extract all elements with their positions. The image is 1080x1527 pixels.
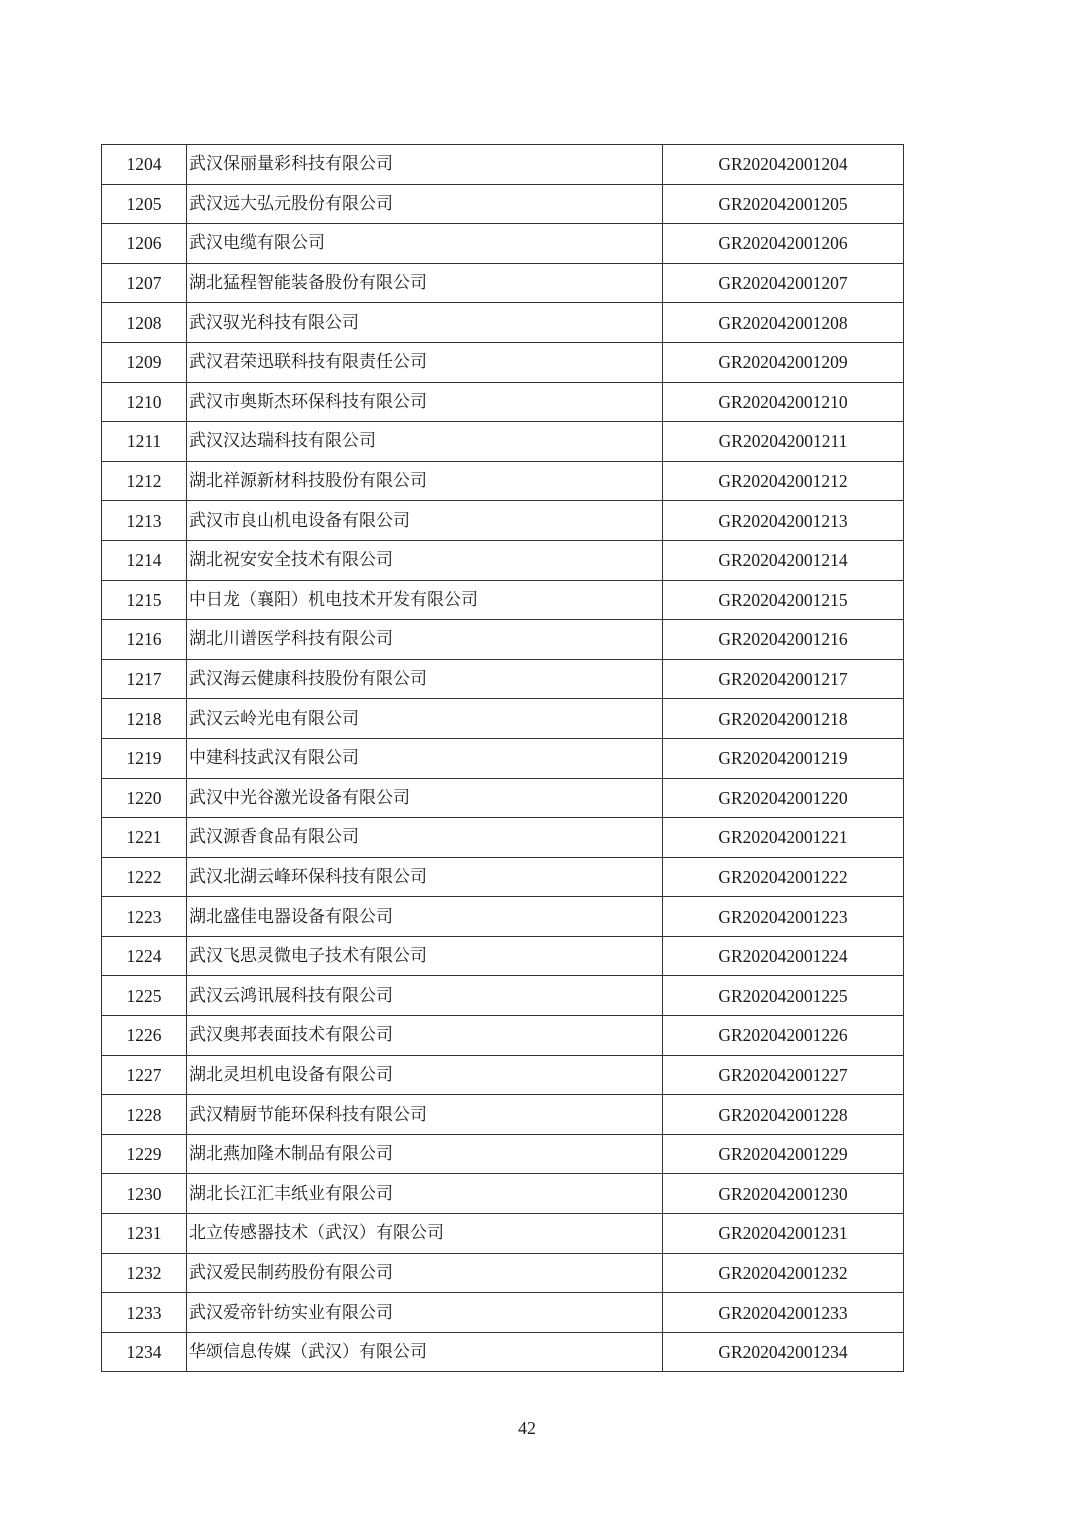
row-number: 1228 <box>102 1095 187 1135</box>
table-row <box>102 422 904 462</box>
certificate-code: GR202042001205 <box>663 184 904 224</box>
certificate-code: GR202042001233 <box>663 1293 904 1333</box>
table-row <box>102 342 904 382</box>
row-number: 1207 <box>102 263 187 303</box>
table-row <box>102 461 904 501</box>
row-number: 1210 <box>102 382 187 422</box>
company-table <box>101 144 904 1372</box>
table-row <box>102 1214 904 1254</box>
row-number: 1234 <box>102 1332 187 1372</box>
company-name: 武汉市奥斯杰环保科技有限公司 <box>187 382 663 422</box>
company-name: 湖北祝安安全技术有限公司 <box>187 540 663 580</box>
company-name: 武汉云岭光电有限公司 <box>187 699 663 739</box>
certificate-code: GR202042001207 <box>663 263 904 303</box>
table-row <box>102 224 904 264</box>
table-row <box>102 818 904 858</box>
row-number: 1217 <box>102 659 187 699</box>
certificate-code: GR202042001213 <box>663 501 904 541</box>
company-name: 湖北盛佳电器设备有限公司 <box>187 897 663 937</box>
company-name: 武汉君荣迅联科技有限责任公司 <box>187 342 663 382</box>
company-name: 湖北川谱医学科技有限公司 <box>187 620 663 660</box>
company-name: 中日龙（襄阳）机电技术开发有限公司 <box>187 580 663 620</box>
row-number: 1230 <box>102 1174 187 1214</box>
table-row <box>102 699 904 739</box>
table-row <box>102 1253 904 1293</box>
table-row <box>102 1134 904 1174</box>
row-number: 1205 <box>102 184 187 224</box>
table-row <box>102 936 904 976</box>
table-row <box>102 1332 904 1372</box>
row-number: 1229 <box>102 1134 187 1174</box>
company-name: 武汉源香食品有限公司 <box>187 818 663 858</box>
certificate-code: GR202042001226 <box>663 1016 904 1056</box>
certificate-code: GR202042001216 <box>663 620 904 660</box>
table-row <box>102 382 904 422</box>
company-name: 武汉汉达瑞科技有限公司 <box>187 422 663 462</box>
certificate-code: GR202042001224 <box>663 936 904 976</box>
certificate-code: GR202042001222 <box>663 857 904 897</box>
row-number: 1218 <box>102 699 187 739</box>
row-number: 1227 <box>102 1055 187 1095</box>
company-name: 武汉驭光科技有限公司 <box>187 303 663 343</box>
certificate-code: GR202042001215 <box>663 580 904 620</box>
company-name: 中建科技武汉有限公司 <box>187 738 663 778</box>
company-name: 武汉飞思灵微电子技术有限公司 <box>187 936 663 976</box>
company-name: 武汉爱民制药股份有限公司 <box>187 1253 663 1293</box>
company-name: 武汉云鸿讯展科技有限公司 <box>187 976 663 1016</box>
row-number: 1220 <box>102 778 187 818</box>
row-number: 1208 <box>102 303 187 343</box>
row-number: 1215 <box>102 580 187 620</box>
company-name: 武汉保丽量彩科技有限公司 <box>187 145 663 185</box>
certificate-code: GR202042001232 <box>663 1253 904 1293</box>
company-name: 武汉奥邦表面技术有限公司 <box>187 1016 663 1056</box>
certificate-code: GR202042001206 <box>663 224 904 264</box>
certificate-code: GR202042001221 <box>663 818 904 858</box>
table-row <box>102 184 904 224</box>
table-row <box>102 1293 904 1333</box>
table-row <box>102 659 904 699</box>
table-row <box>102 738 904 778</box>
row-number: 1233 <box>102 1293 187 1333</box>
table-row <box>102 857 904 897</box>
row-number: 1219 <box>102 738 187 778</box>
table-row <box>102 976 904 1016</box>
certificate-code: GR202042001230 <box>663 1174 904 1214</box>
certificate-code: GR202042001231 <box>663 1214 904 1254</box>
certificate-code: GR202042001211 <box>663 422 904 462</box>
company-table-body <box>102 145 904 1372</box>
row-number: 1206 <box>102 224 187 264</box>
company-name: 北立传感器技术（武汉）有限公司 <box>187 1214 663 1254</box>
table-row <box>102 303 904 343</box>
certificate-code: GR202042001204 <box>663 145 904 185</box>
company-name: 武汉海云健康科技股份有限公司 <box>187 659 663 699</box>
certificate-code: GR202042001208 <box>663 303 904 343</box>
table-row <box>102 1174 904 1214</box>
certificate-code: GR202042001229 <box>663 1134 904 1174</box>
row-number: 1212 <box>102 461 187 501</box>
row-number: 1224 <box>102 936 187 976</box>
row-number: 1225 <box>102 976 187 1016</box>
table-row <box>102 897 904 937</box>
row-number: 1211 <box>102 422 187 462</box>
company-name: 湖北燕加隆木制品有限公司 <box>187 1134 663 1174</box>
company-name: 武汉电缆有限公司 <box>187 224 663 264</box>
page-number: 42 <box>518 1418 536 1438</box>
table-row <box>102 540 904 580</box>
company-name: 华颂信息传媒（武汉）有限公司 <box>187 1332 663 1372</box>
company-name: 湖北祥源新材科技股份有限公司 <box>187 461 663 501</box>
row-number: 1214 <box>102 540 187 580</box>
certificate-code: GR202042001212 <box>663 461 904 501</box>
certificate-code: GR202042001210 <box>663 382 904 422</box>
table-row <box>102 1055 904 1095</box>
company-name: 武汉爱帝针纺实业有限公司 <box>187 1293 663 1333</box>
row-number: 1209 <box>102 342 187 382</box>
table-row <box>102 778 904 818</box>
certificate-code: GR202042001228 <box>663 1095 904 1135</box>
table-row <box>102 145 904 185</box>
table-row <box>102 580 904 620</box>
certificate-code: GR202042001234 <box>663 1332 904 1372</box>
company-name: 武汉市良山机电设备有限公司 <box>187 501 663 541</box>
table-row <box>102 1016 904 1056</box>
certificate-code: GR202042001227 <box>663 1055 904 1095</box>
company-name: 武汉精厨节能环保科技有限公司 <box>187 1095 663 1135</box>
table-row <box>102 620 904 660</box>
table-row <box>102 1095 904 1135</box>
company-name: 湖北长江汇丰纸业有限公司 <box>187 1174 663 1214</box>
certificate-code: GR202042001214 <box>663 540 904 580</box>
company-name: 湖北灵坦机电设备有限公司 <box>187 1055 663 1095</box>
certificate-code: GR202042001218 <box>663 699 904 739</box>
certificate-code: GR202042001225 <box>663 976 904 1016</box>
table-row <box>102 501 904 541</box>
certificate-code: GR202042001217 <box>663 659 904 699</box>
row-number: 1223 <box>102 897 187 937</box>
row-number: 1226 <box>102 1016 187 1056</box>
certificate-code: GR202042001219 <box>663 738 904 778</box>
row-number: 1221 <box>102 818 187 858</box>
row-number: 1216 <box>102 620 187 660</box>
row-number: 1213 <box>102 501 187 541</box>
row-number: 1232 <box>102 1253 187 1293</box>
company-name: 武汉远大弘元股份有限公司 <box>187 184 663 224</box>
row-number: 1222 <box>102 857 187 897</box>
company-name: 武汉北湖云峰环保科技有限公司 <box>187 857 663 897</box>
table-row <box>102 263 904 303</box>
company-table-container <box>101 144 901 1372</box>
certificate-code: GR202042001209 <box>663 342 904 382</box>
certificate-code: GR202042001220 <box>663 778 904 818</box>
company-name: 湖北猛程智能装备股份有限公司 <box>187 263 663 303</box>
row-number: 1231 <box>102 1214 187 1254</box>
certificate-code: GR202042001223 <box>663 897 904 937</box>
row-number: 1204 <box>102 145 187 185</box>
company-name: 武汉中光谷激光设备有限公司 <box>187 778 663 818</box>
